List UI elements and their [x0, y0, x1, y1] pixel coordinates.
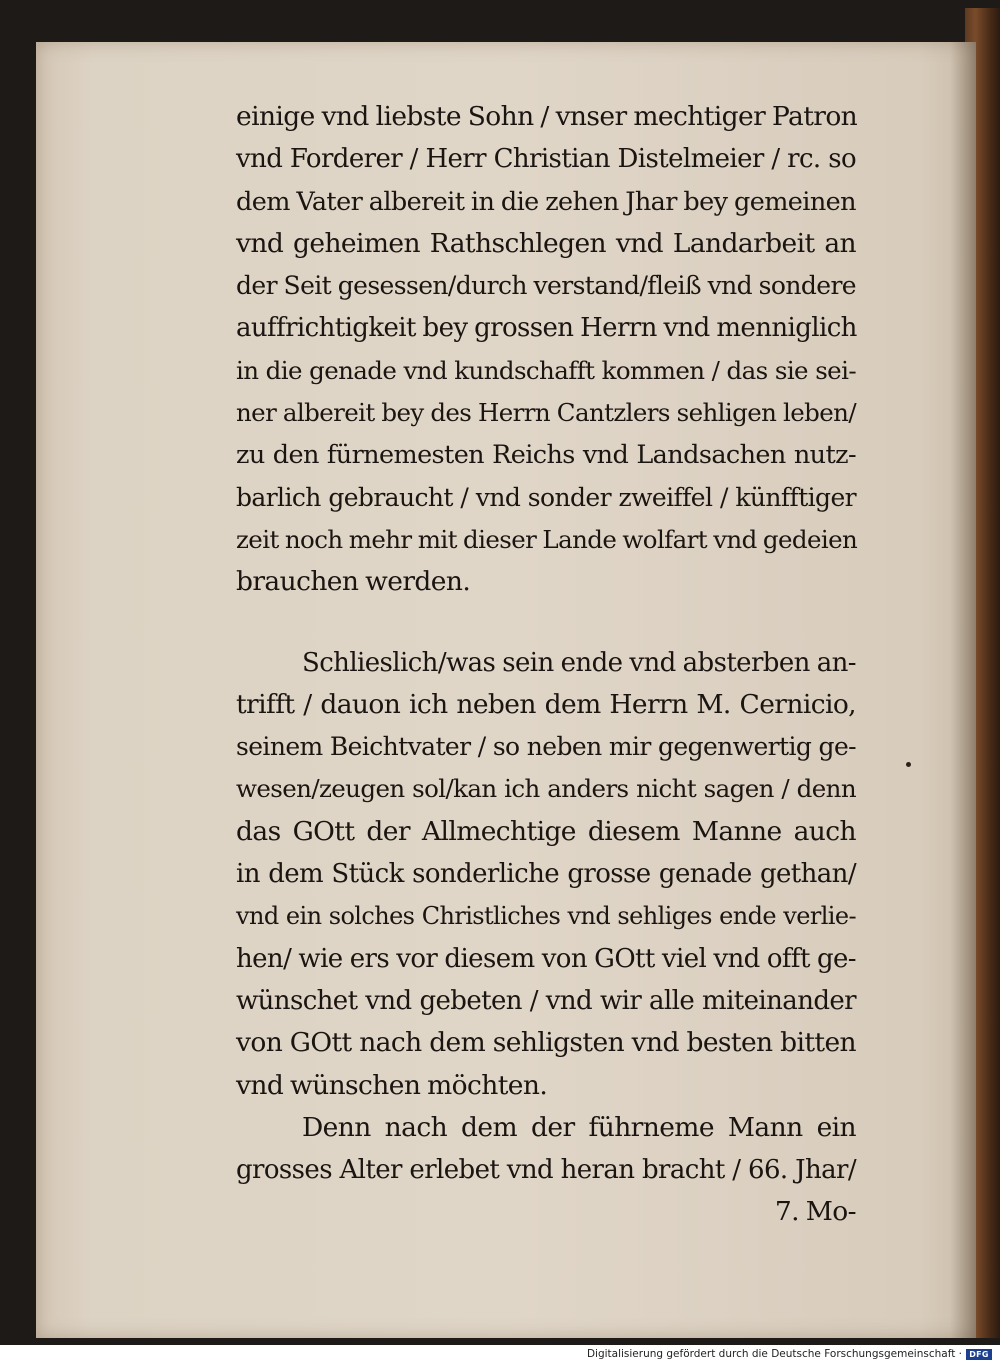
text-line: Schlieslich/was sein ende vnd absterben an- [302, 647, 856, 678]
page-gutter-shadow [950, 42, 976, 1338]
text-line: auffrichtigkeit bey grossen Herrn vnd menniglich [236, 313, 857, 344]
text-line: der Seit gesessen/durch verstand/fleiß vnd sondere [236, 271, 856, 301]
text-line: seinem Beichtvater / so neben mir gegenwertig ge- [236, 732, 856, 762]
text-line: zu den fürnemesten Reichs vnd Landsachen nutz- [236, 440, 856, 471]
text-line: das GOtt der Allmechtige diesem Manne auch [236, 815, 856, 847]
margin-mark [906, 762, 911, 767]
paragraph-gap [236, 604, 856, 642]
dfg-logo: DFG [966, 1349, 992, 1360]
text-line: von GOtt nach dem sehligsten vnd besten bitten [236, 1027, 856, 1059]
text-line: vnd geheimen Rathschlegen vnd Landarbeit an [236, 227, 856, 259]
text-line: brauchen werden. [236, 566, 471, 598]
text-line: vnd ein solches Christliches vnd sehliges ende verlie- [236, 902, 856, 931]
text-line: grosses Alter erlebet vnd heran bracht / 66. Jhar/ [236, 1155, 856, 1186]
text-line: hen/ wie ers vor diesem von GOtt viel vnd offt ge- [236, 943, 856, 974]
text-line: in die genade vnd kundschafft kommen / das sie sei- [236, 355, 856, 385]
text-line: einige vnd liebste Sohn / vnser mechtiger Patron [236, 101, 858, 132]
text-line: wesen/zeugen sol/kan ich anders nicht sagen / denn [236, 774, 856, 804]
text-line: dem Vater albereit in die zehen Jhar bey gemeinen [236, 186, 856, 217]
text-line: barlich gebraucht / vnd sonder zweiffel / künfftiger [236, 482, 856, 512]
text-line: in dem Stück sonderliche grosse genade gethan/ [236, 859, 856, 890]
text-line: vnd wünschen möchten. [236, 1069, 548, 1101]
text-line: zeit noch mehr mit dieser Lande wolfart vnd gedeien [236, 524, 858, 554]
text-line: wünschet vnd gebeten / vnd wir alle miteinander [236, 985, 856, 1016]
catchword: 7. Mo- [774, 1196, 856, 1228]
text-line: Denn nach dem der führneme Mann ein [302, 1111, 856, 1143]
footer-bar [0, 1345, 1000, 1363]
page-text [236, 96, 856, 1234]
text-line: vnd Forderer / Herr Christian Distelmeier / rc. so [236, 144, 856, 175]
text-line: trifft / dauon ich neben dem Herrn M. Cernicio, [236, 688, 856, 720]
digitization-credit: Digitalisierung gefördert durch die Deutsche Forschungsgemeinschaft · [586, 1348, 962, 1360]
text-line: ner albereit bey des Herrn Cantzlers sehligen leben/ [236, 398, 856, 428]
